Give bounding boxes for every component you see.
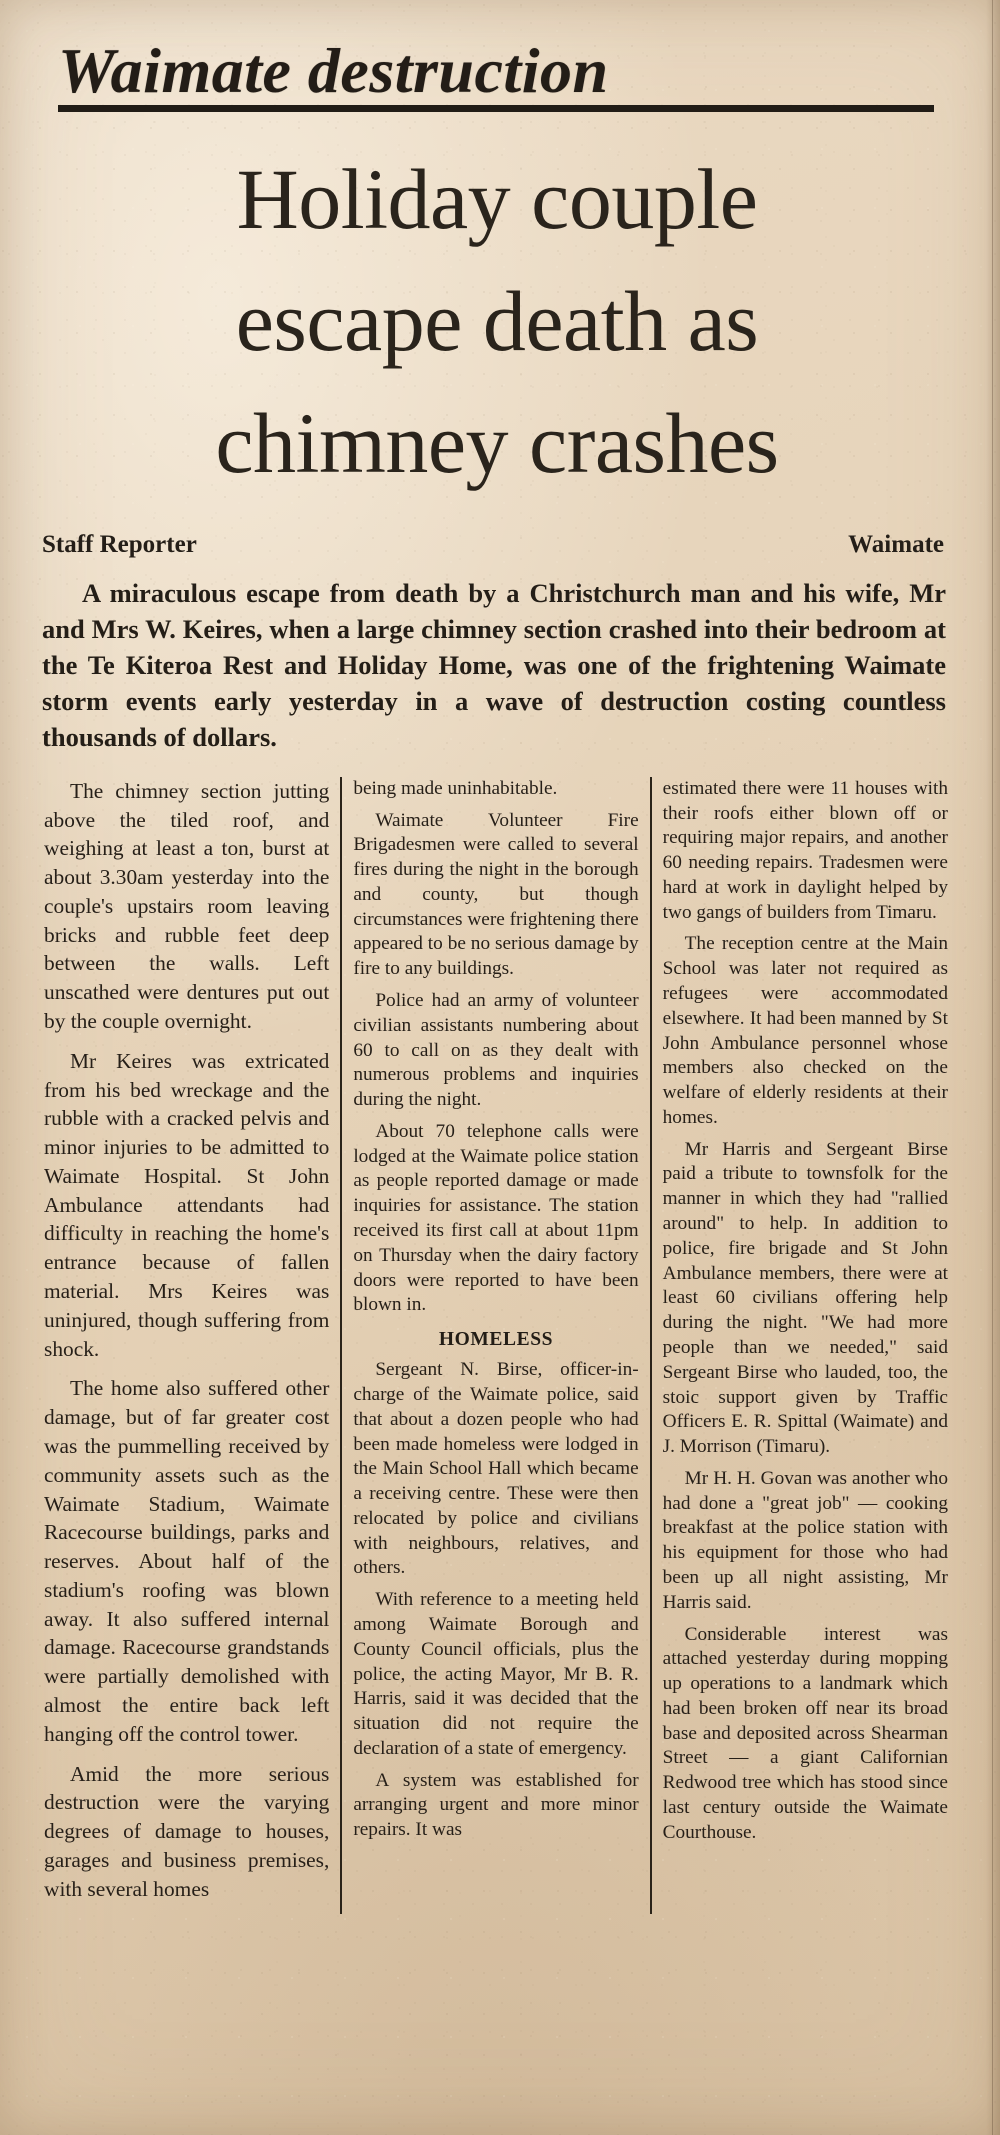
paragraph: Mr Keires was extricated from his bed wreckage and the rubble with a cracked pelvis and minor injuries to be admitted to Waimate Hospital. St John Ambulance attendants had difficulty in reaching the home's entrance because of fallen material. Mrs Keires was uninjured, though suffering from shock. bbox=[44, 1048, 330, 1361]
body-column-2 bbox=[340, 777, 649, 1915]
headline-line-2: escape death as bbox=[235, 273, 759, 370]
paragraph: A system was established for arranging urgent and more minor repairs. It was bbox=[353, 1769, 639, 1841]
body-column-3 bbox=[650, 777, 950, 1915]
kicker-headline: Waimate destruction bbox=[58, 35, 609, 106]
paragraph: The home also suffered other damage, but of far greater cost was the pummelling received by community assets such as the Waimate Stadium, Waimate Racecourse buildings, parks and reserves. About half of the stadium's roofing was blown away. It also suffered internal damage. Racecourse grandstands were partially demolished with almost the entire back left hanging off the control tower. bbox=[44, 1376, 330, 1746]
page-title bbox=[44, 138, 950, 504]
paragraph: Mr Harris and Sergeant Birse paid a tribute to townsfolk for the manner in which they had "rallied around" to help. In addition to police, fire brigade and St John Ambulance members, there were at least 60 civilians offering help during the night. "We had more people than we needed," said Sergeant Birse who lauded, too, the stoic support given by Traffic Officers E. R. Spittal (Waimate) and J. Morrison (Timaru). bbox=[662, 1138, 948, 1458]
paragraph: The reception centre at the Main School was later not required as refugees were accommodated elsewhere. It had been manned by St John Ambulance personnel whose members also checked on the welfare of elderly residents at their homes. bbox=[662, 933, 948, 1128]
lead-paragraph: A miraculous escape from death by a Christchurch man and his wife, Mr and Mrs W. Keires, when a large chimney section crashed into their bedroom at the Te Kiteroa Rest and Holiday Home, was one of the frightening Waimate storm events early yesterday in a wave of destruction costing countless thousands of dollars. bbox=[42, 577, 946, 752]
body-columns bbox=[38, 777, 956, 1915]
paragraph: being made uninhabitable. bbox=[353, 777, 558, 799]
paragraph: Mr H. H. Govan was another who had done a "great job" — cooking breakfast at the police station with his equipment for those who had been up all night assisting, Mr Harris said. bbox=[662, 1467, 948, 1613]
byline-dateline: Waimate bbox=[848, 530, 944, 558]
paragraph: Considerable interest was attached yesterday during mopping up operations to a landmark which had been broken off near its broad base and deposited across Shearman Street — a giant Californian Redwood tree which has stood since last century outside the Waimate Courthouse. bbox=[662, 1623, 948, 1843]
headline-line-1: Holiday couple bbox=[236, 151, 758, 248]
paragraph: Waimate Volunteer Fire Brigadesmen were called to several fires during the night in the borough and county, but though circumstances were frightening there appeared to be no serious damage by fire to any buildings. bbox=[353, 809, 639, 980]
paragraph: With reference to a meeting held among Waimate Borough and County Council officials, plus the police, the acting Mayor, Mr B. R. Harris, said it was decided that the situation did not require the declaration of a state of emergency. bbox=[353, 1589, 639, 1759]
body-column-1 bbox=[40, 777, 340, 1915]
paragraph: estimated there were 11 houses with their roofs either blown off or requiring major repairs, and another 60 needing repairs. Tradesmen were hard at work in daylight helped by two gangs of builders from Timaru. bbox=[662, 777, 948, 923]
kicker-underline-rule bbox=[58, 35, 934, 112]
headline-line-3: chimney crashes bbox=[215, 395, 779, 492]
paragraph: Sergeant N. Birse, officer-in-charge of the Waimate police, said that about a dozen people who had been made homeless were lodged in the Main School Hall which became a receiving centre. These were then relocated by police and civilians with neighbours, relatives, and others. bbox=[353, 1359, 639, 1579]
paragraph: Police had an army of volunteer civilian assistants numbering about 60 to call on as they dealt with numerous problems and inquiries during the night. bbox=[353, 990, 639, 1111]
paragraph: The chimney section jutting above the tiled roof, and weighing at least a ton, burst at about 3.30am yesterday into the couple's upstairs room leaving bricks and rubble feet deep between the walls. Left unscathed were dentures put out by the couple overnight. bbox=[44, 778, 330, 1033]
paragraph: Amid the more serious destruction were the varying degrees of damage to houses, garages and business premises, with several homes bbox=[44, 1761, 330, 1901]
byline bbox=[42, 531, 944, 559]
byline-author: Staff Reporter bbox=[42, 530, 197, 558]
section-subhead-homeless: HOMELESS bbox=[438, 1329, 554, 1351]
paragraph: About 70 telephone calls were lodged at the Waimate police station as people reported damage or made inquiries for assistance. The station received its first call at about 11pm on Thursday when the dairy factory doors were reported to have been blown in. bbox=[353, 1120, 639, 1316]
